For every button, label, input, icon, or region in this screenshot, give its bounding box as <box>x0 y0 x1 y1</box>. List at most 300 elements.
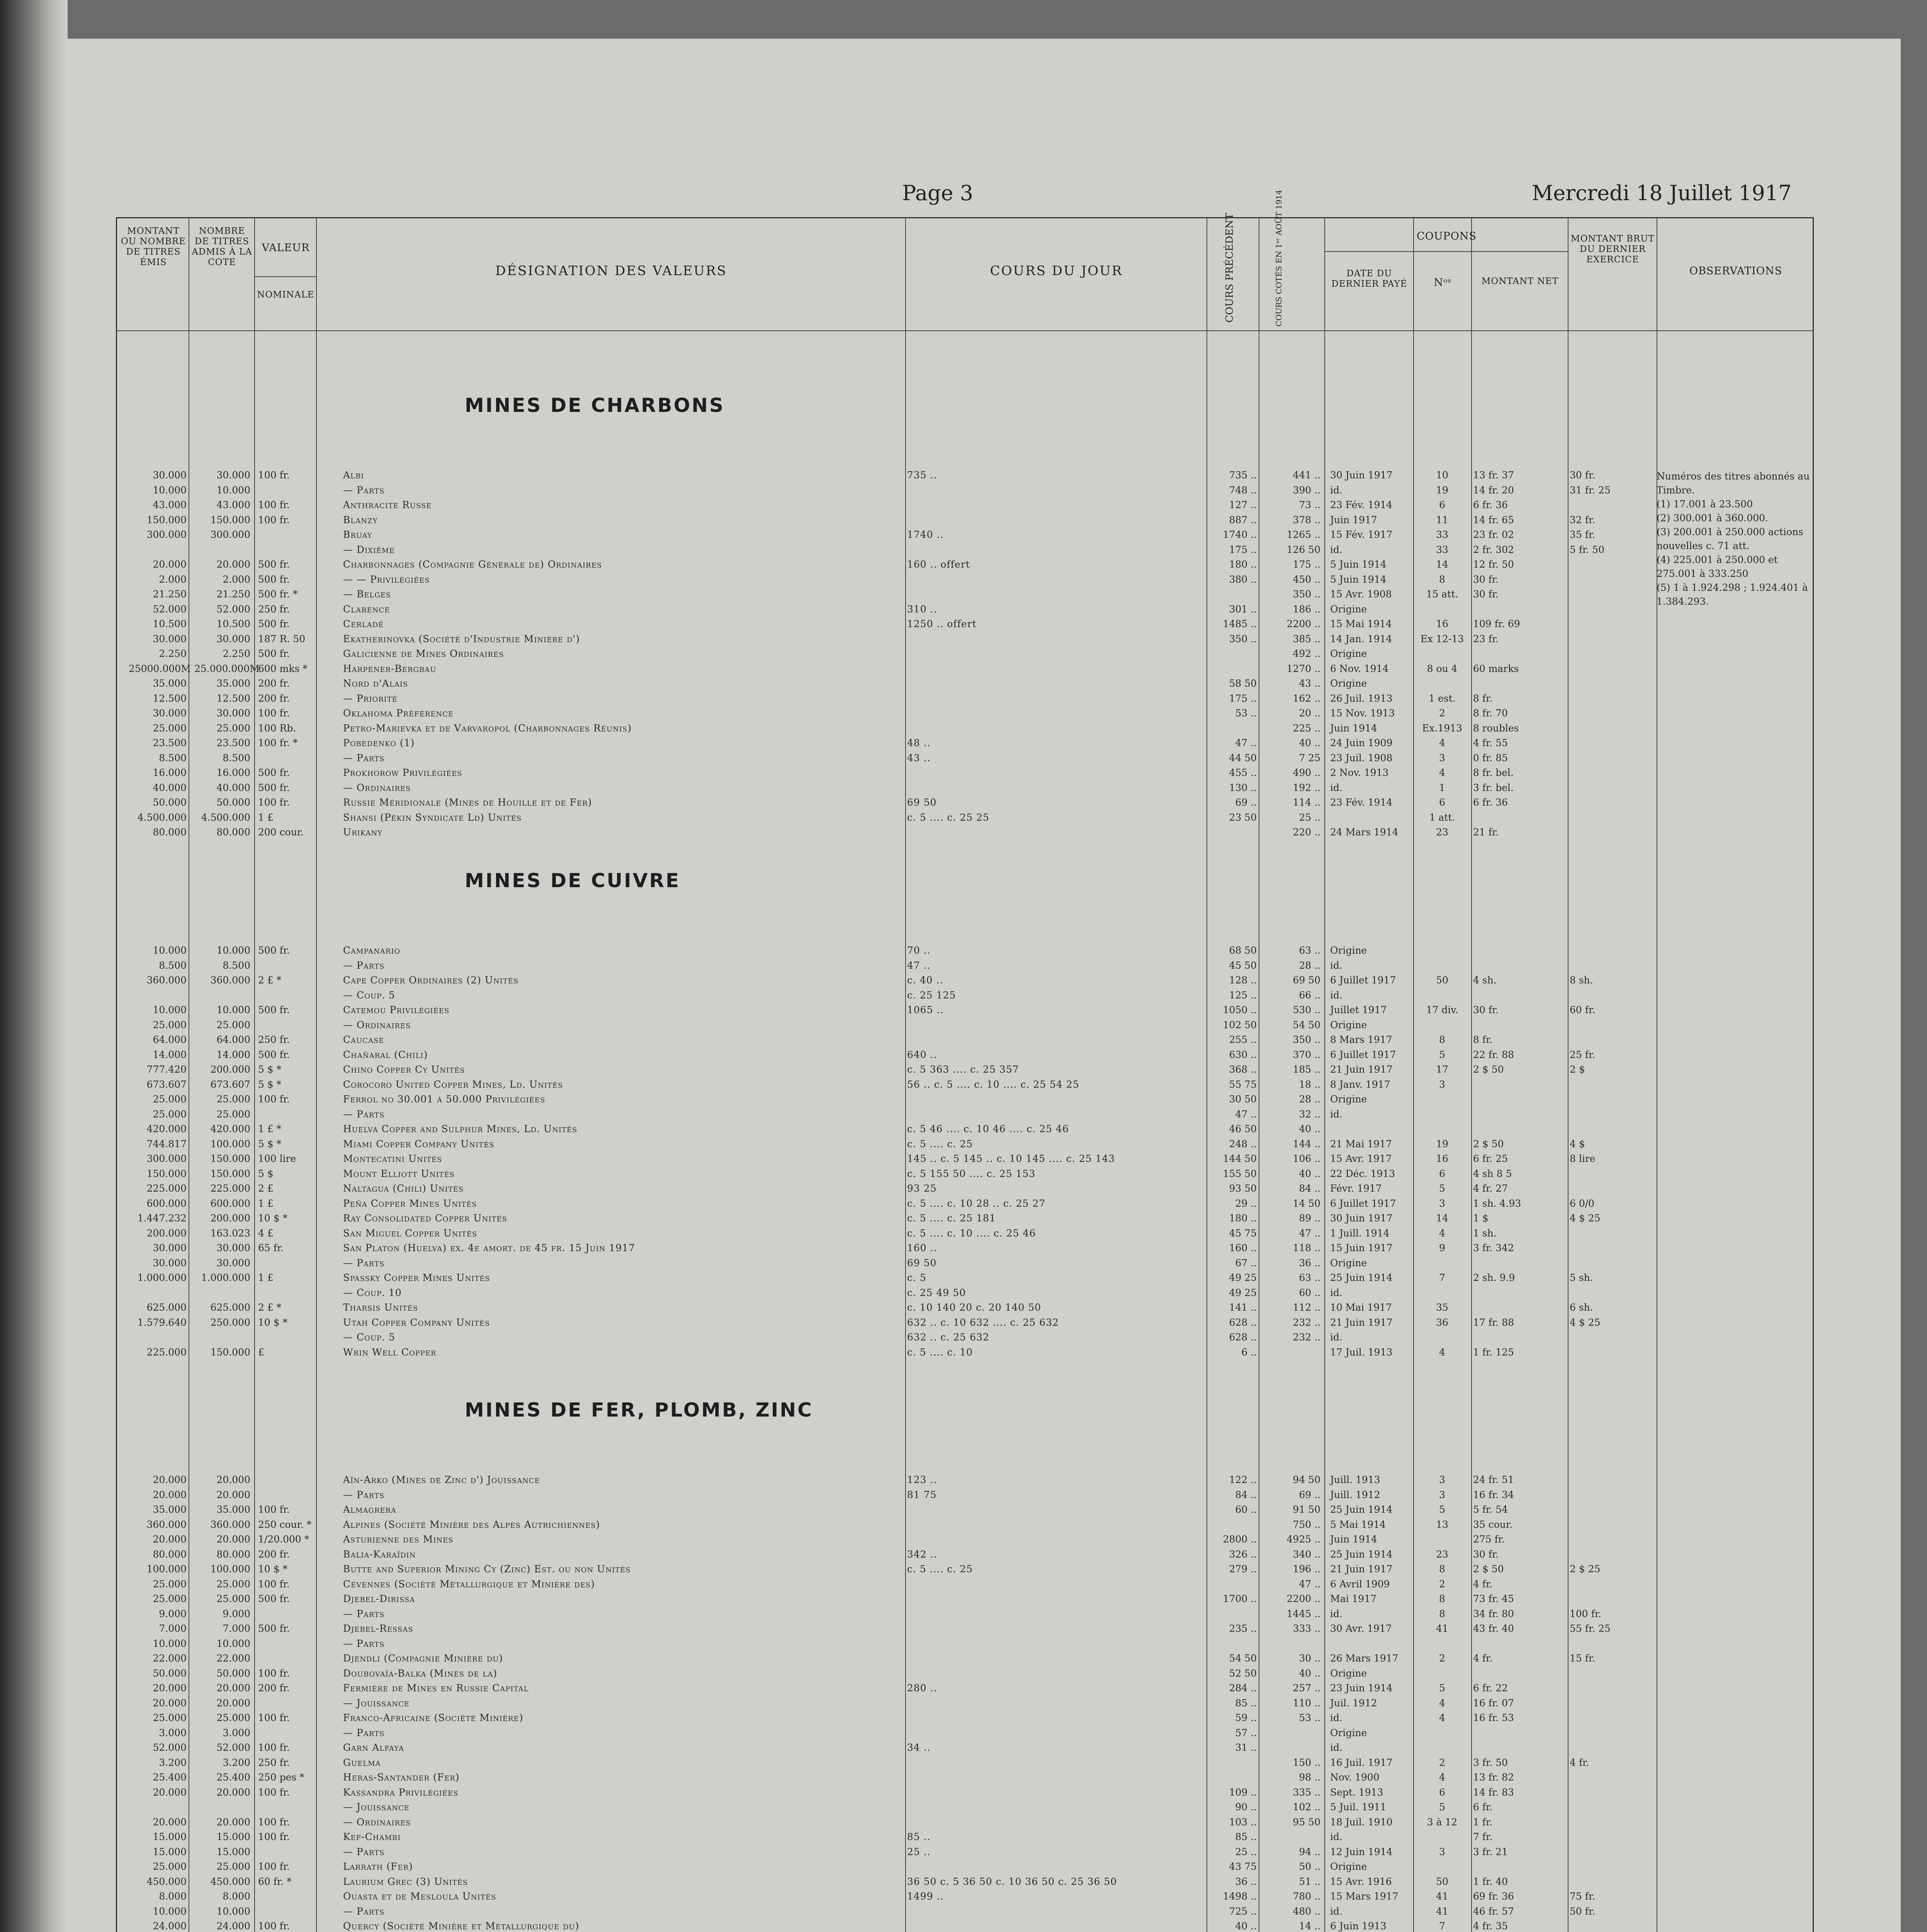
table-row <box>117 1653 1815 1667</box>
cell-n: — Coup. 10 <box>343 1287 402 1298</box>
cell-n: San Miguel Copper Unités <box>343 1227 478 1239</box>
cell-m: 150.000 <box>146 1168 187 1179</box>
cell-p: 887 .. <box>1229 514 1257 526</box>
table-row <box>117 1682 1815 1697</box>
cell-t: 10.000 <box>216 484 250 496</box>
cell-t: 150.000 <box>210 514 250 526</box>
cell-n: Peña Copper Mines Unités <box>343 1197 477 1209</box>
cell-d: id. <box>1330 544 1342 555</box>
cell-n: — Ordinaires <box>343 1019 411 1031</box>
cell-d: 6 Juin 1913 <box>1330 1920 1387 1932</box>
cell-net: 23 fr. <box>1473 633 1499 645</box>
cell-p: 1740 .. <box>1223 529 1257 540</box>
table-row <box>117 1742 1815 1757</box>
cell-net: 17 fr. 88 <box>1473 1316 1514 1328</box>
cell-t: 7.000 <box>223 1623 250 1634</box>
cell-m: 64.000 <box>153 1034 187 1045</box>
cell-c: c. 10 140 20 c. 20 140 50 <box>907 1302 1042 1313</box>
cell-p: 40 .. <box>1235 1920 1257 1932</box>
cell-t: 200.000 <box>210 1064 250 1075</box>
cell-k: 14 50 <box>1293 1197 1320 1209</box>
table-row <box>117 469 1815 484</box>
cell-b: 30 fr. <box>1570 469 1596 481</box>
cell-c: 47 .. <box>907 959 931 971</box>
cell-d: 18 Juil. 1910 <box>1330 1816 1393 1828</box>
cell-k: 378 .. <box>1293 514 1320 526</box>
cell-t: 8.500 <box>223 752 250 764</box>
cell-k: 144 .. <box>1293 1138 1320 1150</box>
cell-c: 56 .. c. 5 .... c. 10 .... c. 25 54 25 <box>907 1078 1079 1090</box>
cell-m: 50.000 <box>153 1667 187 1679</box>
cell-v: 10 $ * <box>258 1316 288 1328</box>
cell-k: 94 .. <box>1299 1846 1320 1857</box>
cell-n: Utah Copper Company Unités <box>343 1316 490 1328</box>
cell-m: 30.000 <box>153 707 187 719</box>
table-row <box>117 1019 1815 1034</box>
cell-k: 492 .. <box>1293 648 1320 659</box>
cell-n: Ferrol no 30.001 à 50.000 Privilégiées <box>343 1094 545 1105</box>
cell-n: — Parts <box>343 959 385 971</box>
cell-p: 350 .. <box>1229 633 1257 645</box>
cell-net: 4 fr. 55 <box>1473 737 1508 748</box>
cell-net: 16 fr. 53 <box>1473 1712 1514 1723</box>
cell-d: 23 Juin 1914 <box>1330 1682 1393 1694</box>
cell-p: 47 .. <box>1235 1108 1257 1120</box>
cell-n: Russie Méridionale (Mines de Houille et de Fer) <box>343 797 592 808</box>
cell-v: 500 fr. <box>258 573 290 585</box>
cell-p: 46 50 <box>1229 1123 1257 1134</box>
cell-d: 10 Mai 1917 <box>1330 1302 1392 1313</box>
cell-net: 6 fr. 22 <box>1473 1682 1508 1694</box>
cell-no: 41 <box>1436 1891 1448 1902</box>
cell-no: 4 <box>1439 737 1445 748</box>
cell-n: — Jouissance <box>343 1697 410 1709</box>
cell-t: 50.000 <box>216 1667 250 1679</box>
cell-c: 48 .. <box>907 737 931 748</box>
cell-k: 66 .. <box>1299 989 1320 1001</box>
cell-c: 69 50 <box>907 797 937 808</box>
cell-b: 2 $ <box>1570 1064 1585 1075</box>
cell-k: 40 .. <box>1299 737 1320 748</box>
cell-no: 4 <box>1439 1697 1445 1709</box>
cell-m: 420.000 <box>146 1123 187 1134</box>
cell-p: 628 .. <box>1229 1316 1257 1328</box>
cell-d: Origine <box>1330 1019 1367 1031</box>
cell-k: 780 .. <box>1293 1891 1320 1902</box>
cell-t: 420.000 <box>210 1123 250 1134</box>
cell-k: 350 .. <box>1293 588 1320 600</box>
cell-p: 30 50 <box>1229 1094 1257 1105</box>
cell-net: 69 fr. 36 <box>1473 1891 1514 1902</box>
cell-t: 3.200 <box>223 1757 250 1768</box>
cell-p: 52 50 <box>1229 1667 1257 1679</box>
cell-v: 100 lire <box>258 1153 296 1164</box>
cell-b: 8 lire <box>1570 1153 1596 1164</box>
table-row <box>117 945 1815 959</box>
cell-n: Aïn-Arko (Mines de Zinc d') Jouissance <box>343 1474 540 1485</box>
table-row <box>117 752 1815 767</box>
cell-m: 744.817 <box>146 1138 187 1150</box>
cell-n: — Parts <box>343 1257 385 1269</box>
cell-d: 6 Juillet 1917 <box>1330 1049 1396 1060</box>
cell-t: 30.000 <box>216 1242 250 1253</box>
cell-t: 10.000 <box>216 1004 250 1015</box>
cell-no: 7 <box>1439 1920 1445 1932</box>
cell-c: 69 50 <box>907 1257 937 1269</box>
cell-m: 777.420 <box>146 1064 187 1075</box>
cell-k: 43 .. <box>1299 678 1320 689</box>
cell-t: 20.000 <box>216 1534 250 1545</box>
cell-m: 80.000 <box>153 827 187 838</box>
cell-m: 20.000 <box>153 1682 187 1694</box>
cell-b: 15 fr. <box>1570 1653 1596 1664</box>
cell-t: 8.500 <box>223 959 250 971</box>
cell-t: 25.000 <box>216 722 250 734</box>
cell-t: 360.000 <box>210 975 250 986</box>
cell-no: 5 <box>1439 1801 1445 1813</box>
cell-p: 160 .. <box>1229 1242 1257 1253</box>
cell-n: Catemou Privilégiées <box>343 1004 450 1015</box>
cell-n: Bruay <box>343 529 372 540</box>
cell-t: 64.000 <box>216 1034 250 1045</box>
cell-d: 2 Nov. 1913 <box>1330 767 1389 778</box>
cell-d: 5 Mai 1914 <box>1330 1519 1386 1530</box>
cell-c: 145 .. c. 5 145 .. c. 10 145 .... c. 25 143 <box>907 1153 1115 1164</box>
table-row <box>117 1727 1815 1742</box>
cell-net: 14 fr. 83 <box>1473 1786 1514 1798</box>
cell-p: 235 .. <box>1229 1623 1257 1634</box>
cell-p: 628 .. <box>1229 1332 1257 1343</box>
cell-n: Quercy (Société Minière et Métallurgique du) <box>343 1920 579 1932</box>
header-montant: MONTANT OU NOMBRE DE TITRES ÉMIS <box>121 226 186 267</box>
cell-d: 21 Juin 1917 <box>1330 1563 1393 1575</box>
cell-d: Origine <box>1330 1257 1367 1269</box>
cell-p: 85 .. <box>1235 1697 1257 1709</box>
cell-v: 500 fr. <box>258 1004 290 1015</box>
cell-c: 81 75 <box>907 1489 937 1500</box>
cell-v: 250 fr. <box>258 1034 290 1045</box>
cell-p: 1485 .. <box>1223 618 1257 629</box>
cell-net: 8 roubles <box>1473 722 1519 734</box>
cell-v: 100 fr. <box>258 1920 290 1932</box>
cell-k: 118 .. <box>1293 1242 1320 1253</box>
cell-no: 50 <box>1436 975 1448 986</box>
cell-d: 25 Juin 1914 <box>1330 1548 1393 1560</box>
cell-n: Butte and Superior Mining Cy (Zinc) Est. ou non Unités <box>343 1563 631 1575</box>
cell-n: Petro-Marievka et de Varvaropol (Charbonnages Réunis) <box>343 722 632 734</box>
cell-net: 30 fr. <box>1473 588 1499 600</box>
cell-k: 126 50 <box>1286 544 1320 555</box>
cell-d: 6 Juillet 1917 <box>1330 1197 1396 1209</box>
cell-no: 17 div. <box>1426 1004 1458 1015</box>
cell-p: 725 .. <box>1229 1905 1257 1917</box>
cell-k: 4925 .. <box>1286 1534 1320 1545</box>
cell-n: — Ordinaires <box>343 1816 411 1828</box>
cell-n: Djendli (Compagnie Minière du) <box>343 1653 503 1664</box>
cell-k: 14 .. <box>1299 1920 1320 1932</box>
cell-m: 100.000 <box>146 1563 187 1575</box>
table-row <box>117 1332 1815 1346</box>
table-row <box>117 990 1815 1004</box>
cell-b: 4 $ 25 <box>1570 1316 1601 1328</box>
cell-d: 15 Mai 1914 <box>1330 618 1392 629</box>
cell-net: 24 fr. 51 <box>1473 1474 1514 1485</box>
cell-d: id. <box>1330 782 1342 793</box>
cell-m: 4.500.000 <box>137 811 187 823</box>
cell-d: Juin 1914 <box>1330 722 1377 734</box>
header-cours-du-jour: COURS DU JOUR <box>990 263 1123 279</box>
cell-n: Franco-Africaine (Société Minière) <box>343 1712 523 1723</box>
cell-p: 1050 .. <box>1223 1004 1257 1015</box>
cell-net: 35 cour. <box>1473 1519 1513 1530</box>
cell-c: 160 .. <box>907 1242 937 1253</box>
table-row <box>117 1816 1815 1831</box>
cell-t: 25.400 <box>216 1772 250 1783</box>
cell-v: 500 fr. <box>258 767 290 778</box>
cell-t: 10.000 <box>216 1638 250 1649</box>
cell-t: 360.000 <box>210 1519 250 1530</box>
table-row <box>117 1787 1815 1801</box>
cell-n: Spassky Copper Mines Unités <box>343 1272 490 1283</box>
cell-v: 2 £ * <box>258 975 282 986</box>
cell-n: Harpener-Bergbau <box>343 663 437 674</box>
cell-t: 450.000 <box>210 1876 250 1887</box>
cell-n: Kassandra Privilégiées <box>343 1786 459 1798</box>
cell-k: 335 .. <box>1293 1786 1320 1798</box>
cell-k: 340 .. <box>1293 1548 1320 1560</box>
section-title: MINES DE CHARBONS <box>465 394 725 417</box>
cell-n: Campanario <box>343 945 401 956</box>
cell-v: £ <box>258 1346 264 1358</box>
cell-p: 141 .. <box>1229 1302 1257 1313</box>
cell-m: 25.000 <box>153 1019 187 1031</box>
cell-no: 16 <box>1436 618 1448 629</box>
cell-n: Blanzy <box>343 514 378 526</box>
cell-no: 16 <box>1436 1153 1448 1164</box>
cell-t: 100.000 <box>210 1563 250 1575</box>
cell-no: 19 <box>1436 1138 1448 1150</box>
cell-b: 6 0/0 <box>1570 1197 1595 1209</box>
cell-n: Chino Copper Cy Unités <box>343 1064 465 1075</box>
cell-m: 43.000 <box>153 499 187 510</box>
cell-d: Origine <box>1330 603 1367 615</box>
cell-v: 100 fr. <box>258 1578 290 1590</box>
cell-k: 530 .. <box>1293 1004 1320 1015</box>
cell-p: 85 .. <box>1235 1831 1257 1842</box>
cell-no: Ex 12-13 <box>1420 633 1464 645</box>
cell-v: 1/20.000 * <box>258 1534 309 1545</box>
cell-m: 25.000 <box>153 1578 187 1590</box>
cell-m: 23.500 <box>153 737 187 748</box>
cell-t: 3.000 <box>223 1727 250 1738</box>
cell-c: 123 .. <box>907 1474 937 1485</box>
cell-m: 30.000 <box>153 469 187 481</box>
cell-no: 2 <box>1439 1578 1445 1590</box>
cell-v: 100 fr. <box>258 469 290 481</box>
cell-m: 2.250 <box>159 648 187 659</box>
cell-t: 35.000 <box>216 1504 250 1515</box>
observation-line: (1) 17.001 à 23.500 <box>1657 498 1753 510</box>
cell-p: 102 50 <box>1223 1019 1257 1031</box>
cell-p: 1498 .. <box>1223 1891 1257 1902</box>
cell-p: 25 .. <box>1235 1846 1257 1857</box>
cell-b: 31 fr. 25 <box>1570 484 1611 496</box>
cell-t: 300.000 <box>210 529 250 540</box>
cell-t: 625.000 <box>210 1302 250 1313</box>
observation-line: (4) 225.001 à 250.000 et 275.001 à 333.250 <box>1657 554 1778 579</box>
cell-t: 25.000.000M <box>194 663 260 674</box>
cell-m: 25.400 <box>153 1772 187 1783</box>
cell-p: 180 .. <box>1229 559 1257 570</box>
cell-c: c. 5 .... c. 10 <box>907 1346 973 1358</box>
cell-m: 225.000 <box>146 1346 187 1358</box>
cell-d: 15 Avr. 1916 <box>1330 1876 1392 1887</box>
cell-k: 30 .. <box>1299 1653 1320 1664</box>
cell-t: 163.023 <box>210 1227 250 1239</box>
cell-t: 150.000 <box>210 1153 250 1164</box>
cell-n: Prokhorow Privilégiées <box>343 767 462 778</box>
cell-k: 84 .. <box>1299 1183 1320 1194</box>
cell-p: 55 75 <box>1229 1078 1257 1090</box>
cell-m: 3.200 <box>159 1757 187 1768</box>
cell-p: 630 .. <box>1229 1049 1257 1060</box>
cell-no: 2 <box>1439 707 1445 719</box>
table-row <box>117 1891 1815 1905</box>
cell-k: 110 .. <box>1293 1697 1320 1709</box>
cell-v: 4 £ <box>258 1227 274 1239</box>
cell-d: id. <box>1330 1608 1342 1619</box>
cell-m: 20.000 <box>153 1534 187 1545</box>
cell-net: 1 sh. 4.93 <box>1473 1197 1521 1209</box>
cell-no: 5 <box>1439 1049 1445 1060</box>
table-row <box>117 1347 1815 1361</box>
cell-net: 6 fr. 36 <box>1473 797 1508 808</box>
cell-n: Miami Copper Company Unités <box>343 1138 494 1150</box>
cell-c: c. 5 .... c. 25 25 <box>907 811 989 823</box>
table-row <box>117 574 1815 588</box>
cell-n: Fermière de Mines en Russie Capital <box>343 1682 529 1694</box>
cell-p: 6 .. <box>1241 1346 1257 1358</box>
cell-d: 16 Juil. 1917 <box>1330 1757 1393 1768</box>
cell-no: 15 att. <box>1426 588 1458 600</box>
cell-v: 100 fr. * <box>258 737 298 748</box>
table-row <box>117 559 1815 573</box>
cell-v: 250 fr. <box>258 603 290 615</box>
cell-m: 1.579.640 <box>137 1316 187 1328</box>
cell-no: 4 <box>1439 1346 1445 1358</box>
cell-k: 95 50 <box>1293 1816 1320 1828</box>
table-row <box>117 1272 1815 1287</box>
cell-p: 175 .. <box>1229 692 1257 704</box>
cell-t: 43.000 <box>216 499 250 510</box>
cell-p: 279 .. <box>1229 1563 1257 1575</box>
table-row <box>117 663 1815 678</box>
cell-m: 80.000 <box>153 1548 187 1560</box>
table-row <box>117 707 1815 722</box>
cell-v: 500 fr. <box>258 618 290 629</box>
cell-t: 2.250 <box>223 648 250 659</box>
cell-v: 500 fr. <box>258 1049 290 1060</box>
cell-p: 748 .. <box>1229 484 1257 496</box>
cell-b: 4 $ <box>1570 1138 1585 1150</box>
cell-d: 30 Juin 1917 <box>1330 469 1393 481</box>
cell-n: Larrath (Fer) <box>343 1861 413 1872</box>
cell-m: 20.000 <box>153 1697 187 1709</box>
cell-m: 25.000 <box>153 1712 187 1723</box>
cell-m: 20.000 <box>153 1816 187 1828</box>
cell-d: 15 Juin 1917 <box>1330 1242 1393 1253</box>
cell-n: Urikany <box>343 827 383 838</box>
cell-b: 32 fr. <box>1570 514 1596 526</box>
cell-n: — Parts <box>343 1608 385 1619</box>
cell-net: 46 fr. 57 <box>1473 1905 1514 1917</box>
cell-n: — Parts <box>343 484 385 496</box>
cell-d: Origine <box>1330 678 1367 689</box>
newspaper-page <box>68 39 1901 1932</box>
cell-m: 10.000 <box>153 1638 187 1649</box>
cell-t: 30.000 <box>216 469 250 481</box>
cell-d: id. <box>1330 959 1342 971</box>
cell-net: 8 fr. 70 <box>1473 707 1508 719</box>
cell-c: 1065 .. <box>907 1004 944 1015</box>
cell-net: 30 fr. <box>1473 1004 1499 1015</box>
header-observations: OBSERVATIONS <box>1689 265 1783 277</box>
cell-b: 100 fr. <box>1570 1608 1602 1619</box>
cell-net: 23 fr. 02 <box>1473 529 1514 540</box>
cell-k: 192 .. <box>1293 782 1320 793</box>
cell-d: 23 Fév. 1914 <box>1330 797 1393 808</box>
table-row <box>117 633 1815 648</box>
table-row <box>117 1831 1815 1846</box>
cell-t: 25.000 <box>216 1712 250 1723</box>
cell-b: 75 fr. <box>1570 1891 1596 1902</box>
cell-m: 7.000 <box>159 1623 187 1634</box>
cell-d: id. <box>1330 484 1342 496</box>
cell-p: 175 .. <box>1229 544 1257 555</box>
cell-v: 250 fr. <box>258 1757 290 1768</box>
cell-k: 350 .. <box>1293 1034 1320 1045</box>
cell-p: 380 .. <box>1229 573 1257 585</box>
cell-n: Oklahoma Préférence <box>343 707 454 719</box>
cell-k: 1445 .. <box>1286 1608 1320 1619</box>
cell-d: Origine <box>1330 1667 1367 1679</box>
cell-c: c. 5 155 50 .... c. 25 153 <box>907 1168 1036 1179</box>
cell-k: 390 .. <box>1293 484 1320 496</box>
cell-m: 10.000 <box>153 484 187 496</box>
header-montant-brut: MONTANT BRUT DU DERNIER EXERCICE <box>1571 234 1655 265</box>
cell-v: 100 fr. <box>258 1831 290 1842</box>
cell-v: 100 fr. <box>258 707 290 719</box>
cell-n: Cape Copper Ordinaires (2) Unités <box>343 975 519 986</box>
cell-p: 68 50 <box>1229 945 1257 956</box>
cell-n: — Parts <box>343 1108 385 1120</box>
cell-c: 85 .. <box>907 1831 931 1842</box>
cell-k: 750 .. <box>1293 1519 1320 1530</box>
cell-no: 11 <box>1436 514 1448 526</box>
cell-c: 1250 .. offert <box>907 618 977 629</box>
cell-m: 25.000 <box>153 722 187 734</box>
cell-d: 24 Mars 1914 <box>1330 827 1399 838</box>
cell-p: 1700 .. <box>1223 1593 1257 1604</box>
cell-d: Nov. 1900 <box>1330 1772 1380 1783</box>
cell-net: 43 fr. 40 <box>1473 1623 1514 1634</box>
cell-no: 41 <box>1436 1905 1448 1917</box>
cell-k: 94 50 <box>1293 1474 1320 1485</box>
cell-no: 5 <box>1439 1504 1445 1515</box>
cell-d: Juill. 1913 <box>1330 1474 1380 1485</box>
cell-t: 30.000 <box>216 707 250 719</box>
cell-d: 26 Mars 1917 <box>1330 1653 1399 1664</box>
